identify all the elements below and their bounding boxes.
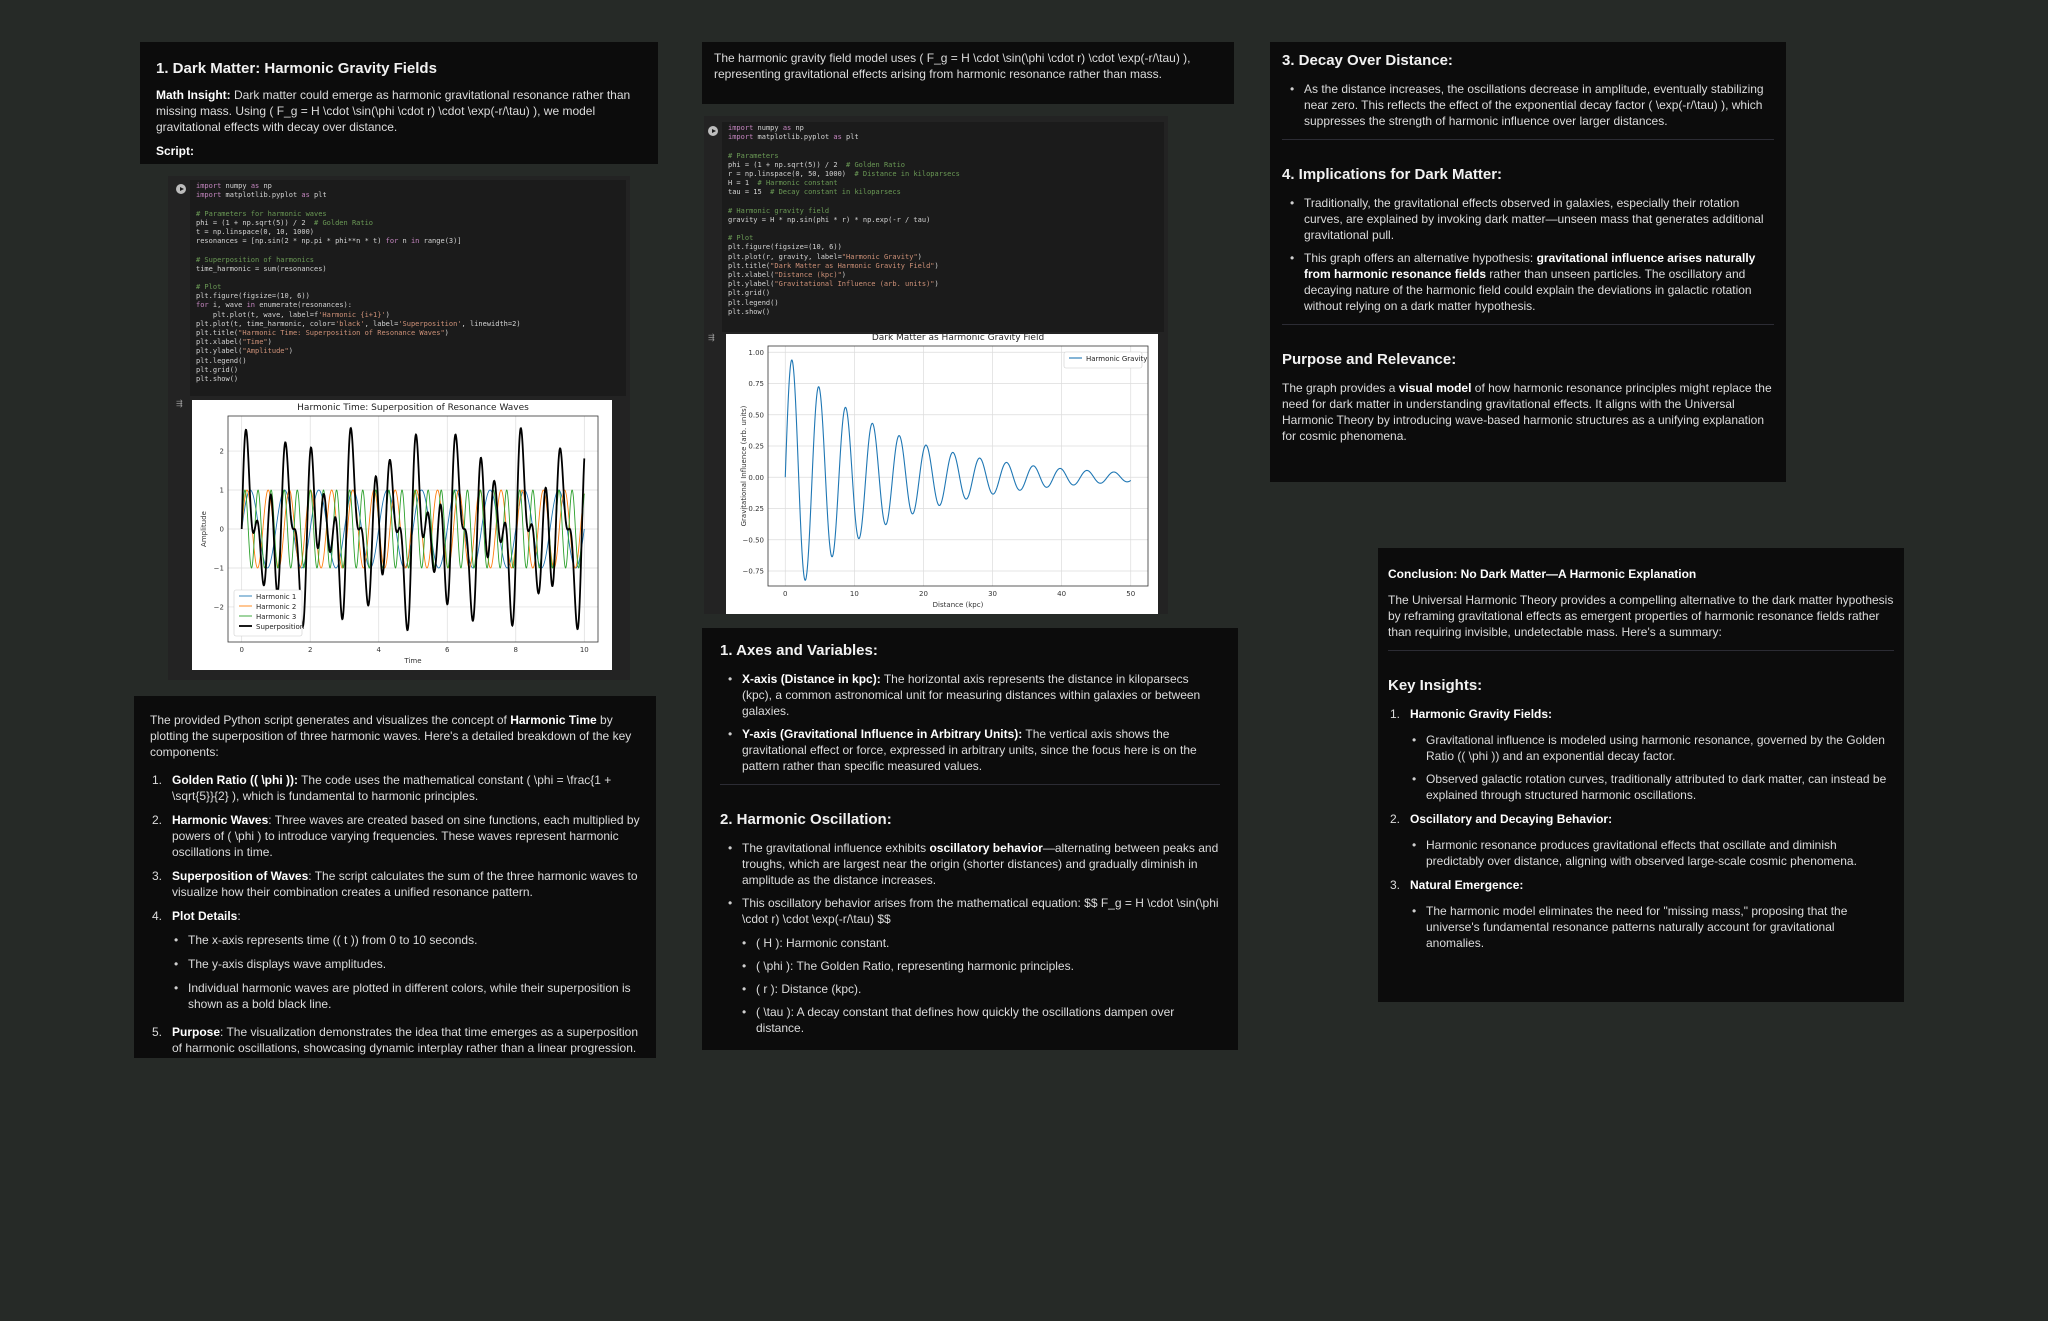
code-line: r = np.linspace(0, 50, 1000) # Distance in kiloparsecs <box>728 169 960 178</box>
legend-label: Superposition <box>256 623 305 631</box>
code-line: plt.xlabel("Time") <box>196 338 272 347</box>
conclusion-intro: The Universal Harmonic Theory provides a compelling alternative to the dark matter hypothesis by reframing gravitational effects as emergent properties of harmonic resonance fields rather than requiring invisible, undetectable mass. Here's a summary: <box>1388 593 1894 639</box>
insight-bullets <box>1412 837 1894 869</box>
list-item: 1. Golden Ratio (( \phi )): The code uses the mathematical constant ( \phi = \frac{1 + \sqrt{5}}{2} ), which is fundamental to harmonic principles. <box>152 773 612 803</box>
code-line: plt.grid() <box>196 365 239 374</box>
x-tick-label: 40 <box>1057 590 1067 598</box>
output-icon: ⇶ <box>176 399 183 408</box>
x-tick-label: 0 <box>783 590 788 598</box>
run-cell-icon[interactable] <box>176 184 186 194</box>
y-tick-label: −0.50 <box>742 536 764 545</box>
code-line: plt.show() <box>728 307 771 316</box>
explanation-intro: The provided Python script generates and visualizes the concept of Harmonic Time by plotting the superposition of three harmonic waves. Here's a detailed breakdown of the key components: <box>150 713 632 759</box>
y-axis-label: Gravitational Influence (arb. units) <box>740 405 748 527</box>
legend-label: Harmonic Gravity <box>1086 355 1148 363</box>
list-item: • Traditionally, the gravitational effects observed in galaxies, especially their rotation curves, are explained by invoking dark matter—unseen mass that generates additional gravitational pull. <box>1290 195 1774 243</box>
legend-label: Harmonic 1 <box>256 593 297 601</box>
section-title: 1. Dark Matter: Harmonic Gravity Fields <box>156 60 437 77</box>
code-line: # Parameters <box>728 151 779 160</box>
x-axis-label: Distance (kpc) <box>932 601 984 609</box>
plot-details-list <box>174 932 640 1012</box>
insight-bullets <box>1412 732 1894 803</box>
list-item: 4. Plot Details: • The x-axis represents time (( t )) from 0 to 10 seconds. • The y-axis displays wave amplitudes. • Individual harmonic waves are plotted in different colors, while their superposition is shown as a bold black line. <box>150 908 640 1012</box>
code-line <box>728 225 1158 234</box>
code-line: for i, wave in enumerate(resonances): <box>196 301 352 310</box>
list-item: • The harmonic model eliminates the need for "missing mass," proposing that the universe's fundamental resonance patterns naturally account for gravitational anomalies. <box>1412 903 1894 951</box>
x-axis-label: Time <box>404 657 422 665</box>
harmonic-time-chart <box>192 400 612 670</box>
output-icon: ⇶ <box>708 333 715 342</box>
y-tick-label: −1 <box>213 564 224 573</box>
code-line: resonances = [np.sin(2 * np.pi * phi**n * t) for n in range(3)] <box>196 237 462 246</box>
y-tick-label: 0.25 <box>748 442 764 451</box>
list-item: • This oscillatory behavior arises from the mathematical equation: $$ F_g = H \cdot \sin(\phi \cdot r) \cdot \exp(-r/\tau) $$ • ( H ): Harmonic constant. • ( \phi ): The Golden Ratio, representing harmonic principles. • ( r ): Distance (kpc). • ( \tau ): A decay constant that defines how quickly the oscillations dampen over distance. <box>728 895 1220 1036</box>
purpose-text: The graph provides a visual model of how harmonic resonance principles might replace the need for dark matter in understanding gravitational effects. It aligns with the Universal Harmonic Theory by introducing wave-based harmonic structures as a unifying explanation for cosmic phenomena. <box>1282 381 1772 443</box>
series-line-1 <box>785 360 1130 580</box>
list-item: 3. Superposition of Waves: The script calculates the sum of the three harmonic waves to visualize how their combination creates a unified resonance pattern. <box>152 869 638 899</box>
list-item: • Y-axis (Gravitational Influence in Arbitrary Units): The vertical axis shows the gravitational effect or force, expressed in arbitrary units, since the focus here is on the pattern rather than specific measured values. <box>728 726 1220 774</box>
code-line: plt.plot(t, wave, label=f'Harmonic {i+1}') <box>196 310 390 319</box>
code-line: gravity = H * np.sin(phi * r) * np.exp(-r / tau) <box>728 215 931 224</box>
x-tick-label: 50 <box>1126 590 1136 598</box>
insight-bullets <box>1412 903 1894 951</box>
x-tick-label: 10 <box>579 646 589 654</box>
list-item: • As the distance increases, the oscillations decrease in amplitude, eventually stabilizing near zero. This reflects the effect of the exponential decay factor ( \exp(-r/\tau) ), which suppresses the strength of harmonic influence over larger distances. <box>1290 81 1774 129</box>
code-line: plt.ylabel("Amplitude") <box>196 347 293 356</box>
axes-oscillation-card <box>702 628 1238 1050</box>
section-title: Key Insights: <box>1388 677 1483 694</box>
code-line: plt.figure(figsize=(10, 6)) <box>196 292 310 301</box>
legend-label: Harmonic 2 <box>256 603 297 611</box>
list-item: • The y-axis displays wave amplitudes. <box>174 956 640 972</box>
implications-list <box>1290 195 1774 314</box>
code-line: import numpy as np <box>728 124 804 132</box>
run-cell-icon[interactable] <box>708 126 718 136</box>
code-line: plt.grid() <box>728 289 771 298</box>
x-tick-label: 10 <box>849 590 859 598</box>
model-description-card <box>702 42 1234 104</box>
model-text: The harmonic gravity field model uses ( F_g = H \cdot \sin(\phi \cdot r) \cdot \exp(-r/\tau) ), representing gravitational effects arising from harmonic resonance rather than mass. <box>714 51 1191 81</box>
y-tick-label: 1.00 <box>748 348 764 357</box>
y-tick-label: 0.00 <box>748 473 764 482</box>
code-block-gravity-field <box>722 122 1164 332</box>
section-title: 4. Implications for Dark Matter: <box>1282 166 1503 183</box>
conclusion-card <box>1378 548 1904 1002</box>
code-line: import numpy as np <box>196 182 272 190</box>
code-line: # Harmonic gravity field <box>728 206 830 215</box>
variable-list <box>742 935 1220 1036</box>
code-line: plt.plot(r, gravity, label="Harmonic Gravity") <box>728 252 922 261</box>
list-item: • Observed galactic rotation curves, traditionally attributed to dark matter, can instead be explained through structured harmonic oscillations. <box>1412 771 1894 803</box>
x-tick-label: 2 <box>307 646 313 654</box>
section-title: Purpose and Relevance: <box>1282 351 1457 368</box>
code-line: phi = (1 + np.sqrt(5)) / 2 # Golden Ratio <box>196 218 374 227</box>
list-item: 5. Purpose: The visualization demonstrates the idea that time emerges as a superposition of harmonic oscillations, showcasing dynamic interplay rather than a linear progression. <box>152 1025 639 1055</box>
component-list <box>150 772 640 1056</box>
script-explanation-card <box>134 696 656 1058</box>
list-item: • Gravitational influence is modeled using harmonic resonance, governed by the Golden Ratio (( \phi )) and an exponential decay factor. <box>1412 732 1894 764</box>
code-line: plt.show() <box>196 374 239 383</box>
section-title: 3. Decay Over Distance: <box>1282 52 1453 69</box>
code-line: phi = (1 + np.sqrt(5)) / 2 # Golden Ratio <box>728 160 906 169</box>
math-insight-text: Math Insight: Dark matter could emerge as harmonic gravitational resonance rather than missing mass. Using ( F_g = H \cdot \sin(\phi \cdot r) \cdot \exp(-r/\tau) ), we model gravitational effects with decay over distance. <box>156 88 631 134</box>
y-tick-label: 1 <box>219 486 224 495</box>
code-line: t = np.linspace(0, 10, 1000) <box>196 227 315 236</box>
code-line: plt.legend() <box>728 298 779 307</box>
code-line: time_harmonic = sum(resonances) <box>196 264 327 273</box>
y-tick-label: −2 <box>213 603 224 612</box>
list-item: • Individual harmonic waves are plotted in different colors, while their superposition is shown as a bold black line. <box>174 980 640 1012</box>
chart-title: Harmonic Time: Superposition of Resonance Waves <box>297 403 529 413</box>
y-tick-label: −0.75 <box>742 567 764 576</box>
code-line <box>728 198 1158 207</box>
list-item: • X-axis (Distance in kpc): The horizontal axis represents the distance in kiloparsecs (kpc), a common astronomical unit for measuring distances within galaxies or between galaxies. <box>728 671 1220 719</box>
code-line: plt.title("Dark Matter as Harmonic Gravity Field") <box>728 261 939 270</box>
section-title: 1. Axes and Variables: <box>720 642 878 659</box>
code-line <box>196 200 620 209</box>
code-line: tau = 15 # Decay constant in kiloparsecs <box>728 188 901 197</box>
list-item: • The x-axis represents time (( t )) from 0 to 10 seconds. <box>174 932 640 948</box>
chart-title: Dark Matter as Harmonic Gravity Field <box>871 334 1045 343</box>
y-tick-label: 0.50 <box>748 411 764 420</box>
x-tick-label: 30 <box>988 590 998 598</box>
decay-implications-card <box>1270 42 1786 482</box>
code-line: plt.plot(t, time_harmonic, color='black', label='Superposition', linewidth=2) <box>196 319 521 328</box>
legend-label: Harmonic 3 <box>256 613 297 621</box>
divider <box>720 784 1220 785</box>
y-tick-label: 2 <box>219 447 224 456</box>
code-block-harmonic-time <box>190 180 626 396</box>
insights-list <box>1388 706 1894 951</box>
list-item: • ( \phi ): The Golden Ratio, representing harmonic principles. <box>742 958 1220 974</box>
list-item: 2. Oscillatory and Decaying Behavior: • Harmonic resonance produces gravitational effects that oscillate and diminish predictably over distance, aligning with observed large-scale cosmic phenomena. <box>1388 811 1894 869</box>
list-item: • ( r ): Distance (kpc). <box>742 981 1220 997</box>
conclusion-title: Conclusion: No Dark Matter—A Harmonic Explanation <box>1388 567 1697 581</box>
code-line: import matplotlib.pyplot as plt <box>728 133 859 142</box>
code-line: plt.ylabel("Gravitational Influence (arb. units)") <box>728 280 939 289</box>
divider <box>1282 324 1774 325</box>
x-tick-label: 4 <box>376 646 381 654</box>
y-tick-label: 0 <box>219 525 224 534</box>
axes-list <box>728 671 1220 774</box>
list-item: • ( \tau ): A decay constant that defines how quickly the oscillations dampen over distance. <box>742 1004 1220 1036</box>
divider <box>1388 650 1894 651</box>
list-item: • This graph offers an alternative hypothesis: gravitational influence arises naturally from harmonic resonance fields rather than unseen particles. The oscillatory and decaying nature of the harmonic field could explain the deviations in galactic rotation without relying on a dark matter hypothesis. <box>1290 250 1774 314</box>
gravity-field-chart <box>726 334 1158 614</box>
list-item: • Harmonic resonance produces gravitational effects that oscillate and diminish predictably over distance, aligning with observed large-scale cosmic phenomena. <box>1412 837 1894 869</box>
code-line <box>196 246 620 255</box>
code-line: plt.xlabel("Distance (kpc)") <box>728 271 847 279</box>
x-tick-label: 20 <box>918 590 928 598</box>
code-line: # Superposition of harmonics <box>196 255 315 264</box>
oscillation-list <box>728 840 1220 1036</box>
code-line: # Parameters for harmonic waves <box>196 209 327 218</box>
list-item: 2. Harmonic Waves: Three waves are created based on sine functions, each multiplied by powers of ( \phi ) to introduce varying frequencies. These waves represent harmonic oscillations in time. <box>152 813 640 859</box>
code-line: H = 1 # Harmonic constant <box>728 179 838 188</box>
code-line <box>196 274 620 283</box>
script-label: Script: <box>156 144 195 158</box>
dark-matter-title-card <box>140 42 658 164</box>
list-item: • The gravitational influence exhibits oscillatory behavior—alternating between peaks and troughs, which are largest near the origin (shorter distances) and gradually diminish in amplitude as the distance increases. <box>728 840 1220 888</box>
x-tick-label: 8 <box>513 646 519 654</box>
code-line: import matplotlib.pyplot as plt <box>196 191 327 200</box>
notebook-cell-1 <box>168 176 630 680</box>
y-tick-label: 0.75 <box>748 380 764 388</box>
y-tick-label: −0.25 <box>742 505 764 513</box>
section-title: 2. Harmonic Oscillation: <box>720 811 892 828</box>
code-line: plt.figure(figsize=(10, 6)) <box>728 243 842 252</box>
y-axis-label: Amplitude <box>200 511 208 547</box>
divider <box>1282 139 1774 140</box>
code-line: plt.title("Harmonic Time: Superposition of Resonance Waves") <box>196 329 449 337</box>
list-item: 1. Harmonic Gravity Fields: • Gravitational influence is modeled using harmonic resonance, governed by the Golden Ratio (( \phi )) and an exponential decay factor. • Observed galactic rotation curves, traditionally attributed to dark matter, can instead be explained through structured harmonic oscillations. <box>1388 706 1894 803</box>
list-item: • ( H ): Harmonic constant. <box>742 935 1220 951</box>
plot-gravity-field <box>726 334 1158 614</box>
x-tick-label: 0 <box>239 646 244 654</box>
code-line: plt.legend() <box>196 356 247 365</box>
x-tick-label: 6 <box>445 646 450 654</box>
decay-list <box>1290 81 1774 129</box>
plot-harmonic-time <box>192 400 612 670</box>
notebook-cell-2 <box>704 116 1168 614</box>
code-line: # Plot <box>728 234 754 243</box>
list-item: 3. Natural Emergence: • The harmonic model eliminates the need for "missing mass," proposing that the universe's fundamental resonance patterns naturally account for gravitational anomalies. <box>1388 877 1894 951</box>
code-line <box>728 142 1158 151</box>
code-line: # Plot <box>196 283 222 292</box>
